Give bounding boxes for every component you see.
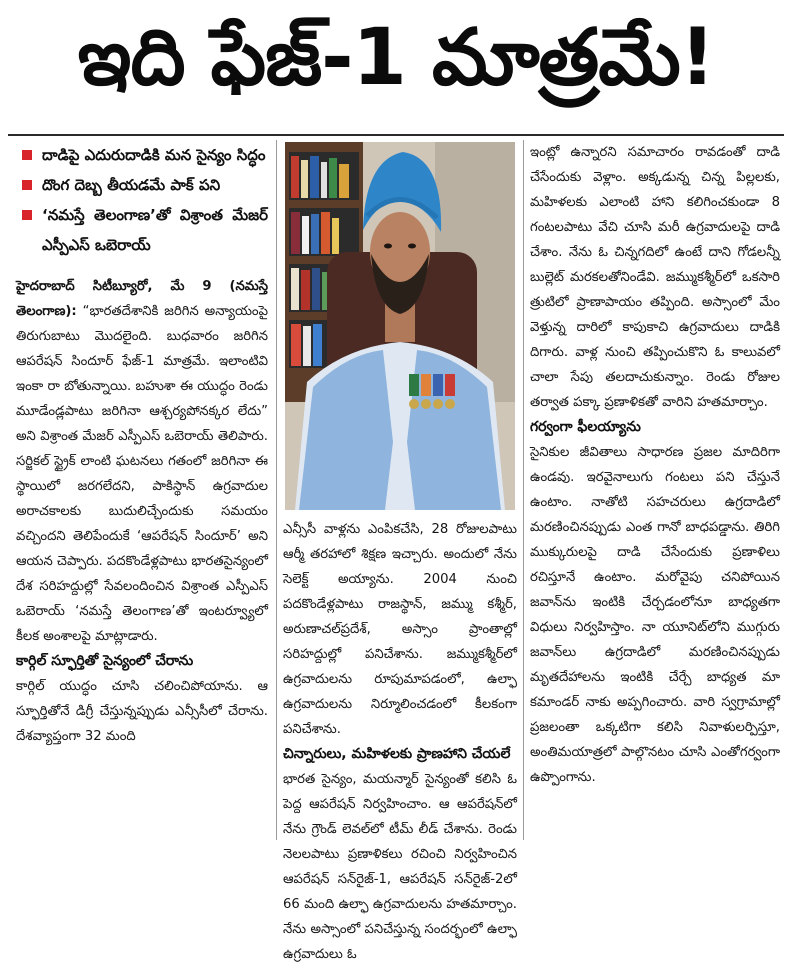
highlight-text: దాడిపై ఎదురుదాడికి మన సైన్యం సిద్ధం: [42, 146, 266, 164]
subheading-kargil: కార్గిల్‌ స్ఫూర్తితో సైన్యంలో చేరాను: [16, 653, 194, 669]
article-text-3-tail: సైనికుల జీవితాలు సాధారణ ప్రజల మాదిరిగా ఉండవు. ఇరవైనాలుగు గంటలు పని చేస్తునే ఉంటాం. నాతోటి సహచరులు ఉగ్రదాడిలో మరణించినప్పుడు ఎంత గానో బాధపడ్డాను. తిరిగి ముక్కురులపై దాడి చేసేందుకు ప్రణాళిలు రచిస్తూనే ఉంటాం. మరోవైపు చనిపోయిన జవాన్‌ను ఇంటికి చేర్చడంలోనూ బాధ్యతగా విధులు నిర్వహిస్తాం. నా యూనిట్‌లోని ముగ్గురు జవాన్‌లు ఉగ్రదాడిలో మరణించినప్పుడు మృతదేహాలను ఇంటికి చేర్చే బాధ్యత మా కమాండర్‌ నాకు అప్పగించారు. వారి స్వగ్రామాల్లో ప్రజలంతా ఒక్కటిగా కలిసి నివాళులర్పిస్తూ, అంతిమయాత్రలో పాల్గొనటం చూసి ఎంతోగర్వంగా ఉప్పొంగాను.: [530, 445, 780, 785]
portrait-photo: [285, 142, 515, 510]
article-text-3: ఇంట్లో ఉన్నారని సమాచారం రావడంతో దాడి చేసేందుకు వెళ్లాం. అక్కడున్న చిన్న పిల్లలకు, మహిళలకు ఎలాంటి హాని కలిగించకుండా 8 గంటలపాటు వేచి చూసి మరీ ఉగ్రవాదులపై దాడి చేశాం. నేను ఓ చిన్నగదిలో ఉంటే దాని గోడలన్నీ బుల్లెట్‌ మరకలతోనిండేవి. జమ్ముకశ్మీర్‌లో ఒకసారి త్రుటిలో ప్రాణాపాయం తప్పింది. అస్సాంలో మేం వెళ్తున్న దారిలో కాపుకాచి ఉగ్రవాదులు దాడికి దిగారు. వాళ్ల నుంచి తప్పించుకొని ఓ కాలువలో చాలా సేపు తలదాచుకున్నాం. రెండు రోజుల తర్వాత పక్కా ప్రణాళికతో వారిని హతమార్చాం.: [530, 145, 780, 410]
bullet-square-icon: [22, 210, 32, 220]
article-column-2: [283, 517, 517, 962]
article-text-2-tail: భారత సైన్యం, మయన్మార్‌ సైన్యంతో కలిసి ఓ పెద్ద ఆపరేషన్‌ నిర్వహించాం. ఆ ఆపరేషన్‌లో నేను గ్రౌండ్‌ లెవల్‌లో టీమ్‌ లీడ్‌ చేశాను. రెండు నెలలపాటు ప్రణాళికలు రచించి నిర్వహించిన ఆపరేషన్‌ సన్‌రైజ్‌-1, ఆపరేషన్‌ సన్‌రైజ్‌-2లో 66 మంది ఉల్ఫా ఉగ్రవాదులను హతమార్చాం. నేను అస్సాంలో పనిచేస్తున్న సందర్భంలో ఉల్ఫా ఉగ్రవాదులు ఓ: [283, 772, 517, 962]
subheading-children-women: చిన్నారులు, మహిళలకు ప్రాణహాని చేయలే: [283, 746, 511, 762]
portrait-illustration: [285, 142, 515, 510]
article-text-1-tail: కార్గిల్‌ యుద్ధం చూసి చలించిపోయాను. ఆ స్ఫూర్తితోనే డిగ్రీ చేస్తున్నప్పుడు ఎన్సీసీలో చేరాను. దేశవ్యాప్తంగా 32 మంది: [16, 679, 268, 744]
column-divider-1: [276, 140, 277, 840]
column-divider-2: [523, 140, 524, 840]
bullet-square-icon: [22, 150, 32, 160]
subheading-proud: గర్వంగా ఫీలయ్యాను: [530, 419, 641, 435]
highlight-item: [16, 200, 268, 260]
article-column-1: [16, 140, 268, 840]
headline-rule: [8, 134, 784, 136]
article-text-1: “భారతదేశానికి జరిగిన అన్యాయంపై తిరుగుబాటు మొదలైంది. బుధవారం జరిగిన ఆపరేషన్‌ సిందూర్‌ ఫేజ్‌-1 మాత్రమే. ఇలాంటివి ఇంకా రా బోతున్నాయి. బహుశా ఈ యుద్ధం రెండు మూడేండ్లపాటు జరిగినా ఆశ్చర్యపోనక్కర లేదు” అని విశ్రాంత మేజర్‌ ఎస్పీఎస్‌ ఒబెరాయ్‌ తెలిపారు. సర్జికల్‌ స్ట్రైక్‌ లాంటి ఘటనలు గతంలో జరిగినా ఈ స్థాయిలో జరగలేదని, పాకిస్థాన్‌ ఉగ్రవాదుల అరాచకాలకు బుదులిచ్చేందుకు సమయం వచ్చిందని తెలిపేందుకే ‘ఆపరేషన్‌ సిందూర్‌’ అని ఆయన చెప్పారు. పదకొండేళ్లపాటు భారతసైన్యంలో దేశ సరిహద్దుల్లో సేవలందించిన విశ్రాంత ఎస్పీఎస్‌ ఒబెరాయ్‌ ‘నమస్తే తెలంగాణ’తో ఇంటర్వ్యూలో కీలక అంశాలపై మాట్లాడారు.: [16, 304, 269, 644]
highlights-list: [16, 140, 268, 260]
highlight-item: [16, 170, 268, 200]
article-column-3: [530, 140, 780, 840]
article-text-2: ఎన్సీసీ వాళ్లను ఎంపికచేసి, 28 రోజులపాటు ఆర్మీ తరహాలో శిక్షణ ఇచ్చారు. అందులో నేను సెలెక్ట్‌ అయ్యాను. 2004 నుంచి పదకొండేళ్లపాటు రాజస్థాన్‌, జమ్ము కశ్మీర్‌, అరుణాచల్‌ప్రదేశ్‌, అస్సాం ప్రాంతాల్లో సరిహద్దుల్లో పనిచేశాను. జమ్ముకశ్మీర్‌లో ఉగ్రవాదులను రూపుమాపడంలో, ఉల్ఫా ఉగ్రవాదులను నిర్మూలించడంలో కీలకంగా పనిచేశాను.: [283, 522, 517, 737]
dateline: హైదరాబాద్‌ సిటీబ్యూరో, మే 9 (నమస్తే తెలంగాణ):: [16, 279, 268, 319]
article-body-1: [16, 274, 268, 649]
headline: ఇది ఫేజ్‌-1 మాత్రమే!: [77, 12, 715, 103]
bullet-square-icon: [22, 180, 32, 190]
highlight-item: [16, 140, 268, 170]
highlight-text: దొంగ దెబ్బ తీయడమే పాక్‌ పని: [42, 176, 221, 194]
highlight-text: ‘నమస్తే తెలంగాణ’తో విశ్రాంత మేజర్‌ ఎస్పీఎస్‌ ఒబెరాయ్‌: [42, 206, 268, 254]
